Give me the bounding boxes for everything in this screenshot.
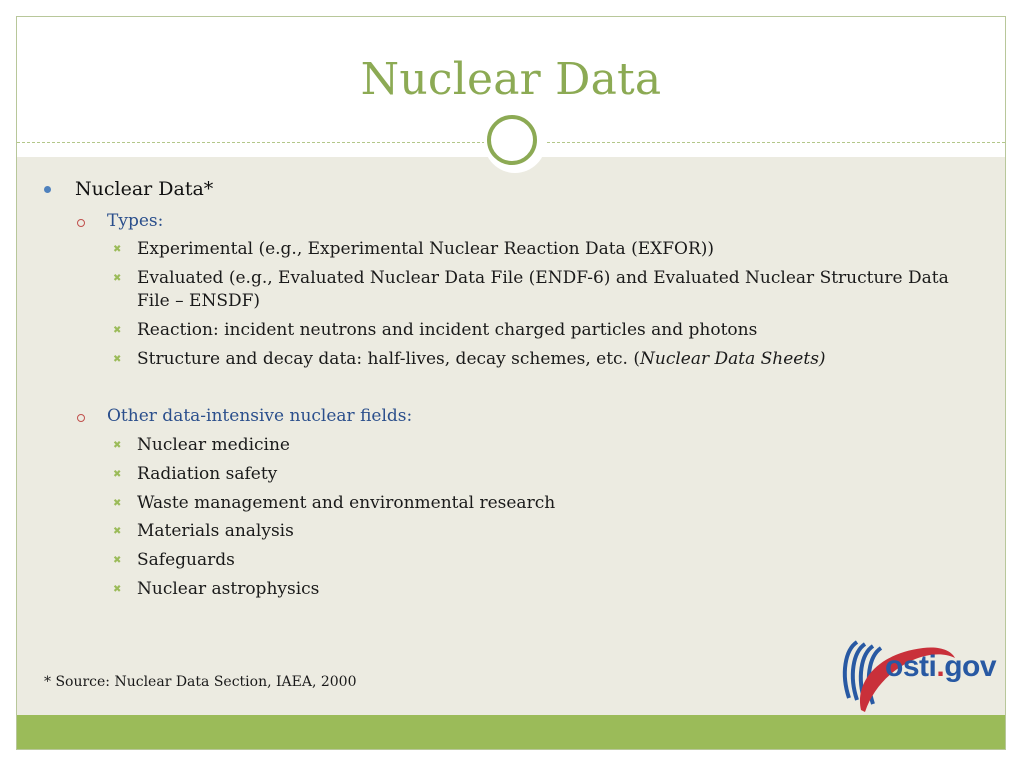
- bullet-cross-icon: ✖: [113, 498, 122, 509]
- footer-band: [17, 715, 1005, 749]
- list-item: Safeguards: [137, 550, 235, 570]
- list-item-text: Structure and decay data: half-lives, decay schemes, etc. (: [137, 349, 640, 369]
- list-item: Materials analysis: [137, 521, 294, 541]
- bullet-cross-icon: ✖: [113, 325, 122, 336]
- list-item: [137, 348, 826, 371]
- list-item: Nuclear medicine: [137, 435, 290, 455]
- bullet-nuclear-data: Nuclear Data*: [75, 178, 214, 200]
- bullet-circle-icon: [77, 219, 85, 227]
- bullet-cross-icon: ✖: [113, 354, 122, 365]
- subheading-other-fields: Other data-intensive nuclear fields:: [107, 406, 413, 426]
- osti-logo-text: [885, 649, 996, 685]
- bullet-cross-icon: ✖: [113, 555, 122, 566]
- subheading-types: Types:: [107, 211, 164, 231]
- slide-title: Nuclear Data: [360, 54, 662, 105]
- source-footnote: * Source: Nuclear Data Section, IAEA, 2000: [44, 674, 357, 690]
- bullet-cross-icon: ✖: [113, 244, 122, 255]
- bullet-cross-icon: ✖: [113, 526, 122, 537]
- ring-ornament-icon: [487, 115, 537, 165]
- logo-text-osti: osti: [885, 650, 937, 683]
- list-item: Waste management and environmental research: [137, 493, 556, 513]
- bullet-cross-icon: ✖: [113, 440, 122, 451]
- list-item: Radiation safety: [137, 464, 278, 484]
- list-item-continuation: File – ENSDF): [137, 291, 261, 311]
- list-item: Evaluated (e.g., Evaluated Nuclear Data File (ENDF-6) and Evaluated Nuclear Structure Data: [137, 268, 949, 288]
- slide: [16, 16, 1006, 750]
- list-item-italic-text: Nuclear Data Sheets): [640, 349, 826, 369]
- logo-text-dot: .: [936, 650, 945, 683]
- list-item: Nuclear astrophysics: [137, 579, 320, 599]
- bullet-cross-icon: ✖: [113, 273, 122, 284]
- bullet-cross-icon: ✖: [113, 469, 122, 480]
- bullet-circle-icon: [77, 414, 85, 422]
- list-item: Reaction: incident neutrons and incident charged particles and photons: [137, 320, 758, 340]
- logo-text-gov: gov: [944, 650, 997, 683]
- list-item: Experimental (e.g., Experimental Nuclear Reaction Data (EXFOR)): [137, 239, 715, 259]
- bullet-cross-icon: ✖: [113, 584, 122, 595]
- bullet-dot-icon: [44, 186, 51, 193]
